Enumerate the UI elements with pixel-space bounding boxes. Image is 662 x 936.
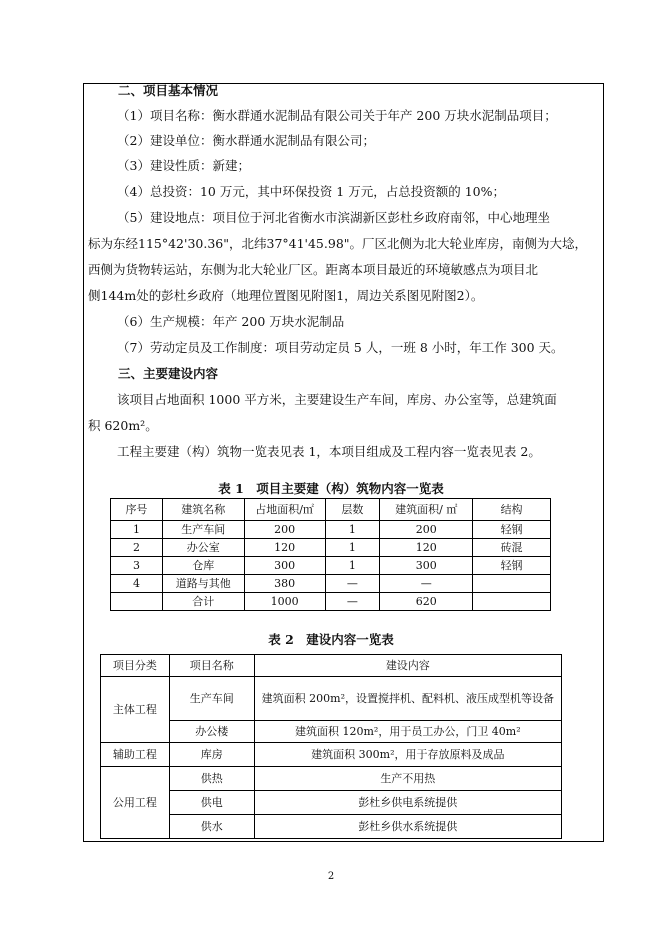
category-cell: 辅助工程: [101, 743, 170, 767]
table-cell: 道路与其他: [162, 575, 244, 593]
table-cell: [473, 593, 551, 611]
section3-para1-line2: 积 620m²。: [88, 418, 158, 433]
name-cell: 供电: [169, 791, 254, 815]
item-investment: （4）总投资：10 万元，其中环保投资 1 万元，占总投资额的 10%；: [117, 184, 505, 199]
table1-caption: 表 1 项目主要建（构）筑物内容一览表: [218, 481, 444, 496]
table1-header-cell: 序号: [111, 499, 163, 521]
table-row: [101, 743, 562, 767]
table1-header-cell: 建筑名称: [162, 499, 244, 521]
item-location-line2: 标为东经115°42'30.36"，北纬37°41'45.98"。厂区北侧为北大轮业库房，南侧为大埝，: [88, 236, 588, 251]
table-cell: 1: [325, 539, 380, 557]
table-cell: 合计: [162, 593, 244, 611]
table-cell: 1: [111, 521, 163, 539]
name-cell: 生产车间: [169, 677, 254, 721]
table1-header-cell: 结构: [473, 499, 551, 521]
item-builder: （2）建设单位：衡水群通水泥制品有限公司；: [117, 133, 375, 148]
table-cell: —: [325, 575, 380, 593]
table-cell: 120: [244, 539, 325, 557]
item-staffing: （7）劳动定员及工作制度：项目劳动定员 5 人，一班 8 小时，年工作 300 天。: [117, 340, 564, 355]
content-cell: 建筑面积 300m²，用于存放原料及成品: [254, 743, 561, 767]
table-cell: 2: [111, 539, 163, 557]
table-cell: —: [325, 593, 380, 611]
content-cell: 彭杜乡供水系统提供: [254, 815, 561, 839]
table1-header-cell: 建筑面积/ ㎡: [380, 499, 473, 521]
name-cell: 办公楼: [169, 721, 254, 743]
table-cell: 1: [325, 557, 380, 575]
item-scale: （6）生产规模：年产 200 万块水泥制品: [117, 314, 345, 329]
table-cell: 4: [111, 575, 163, 593]
table-row: [111, 539, 551, 557]
table2-caption: 表 2 建设内容一览表: [268, 632, 394, 647]
category-cell: 主体工程: [101, 677, 170, 743]
table-row: [111, 575, 551, 593]
table-cell: 3: [111, 557, 163, 575]
name-cell: 供热: [169, 767, 254, 791]
table-cell: —: [380, 575, 473, 593]
table-cell: 300: [380, 557, 473, 575]
table2: [100, 654, 562, 839]
table-cell: 620: [380, 593, 473, 611]
table-cell: 380: [244, 575, 325, 593]
table-cell: 1000: [244, 593, 325, 611]
content-cell: 生产不用热: [254, 767, 561, 791]
table1-header-cell: 层数: [325, 499, 380, 521]
table-cell: 仓库: [162, 557, 244, 575]
table-cell: 200: [380, 521, 473, 539]
table-row: [101, 721, 562, 743]
table-cell: [473, 575, 551, 593]
name-cell: 供水: [169, 815, 254, 839]
table2-header-row: [101, 655, 562, 677]
content-cell: 建筑面积 200m²，设置搅拌机、配料机、液压成型机等设备: [254, 677, 561, 721]
table-cell: 生产车间: [162, 521, 244, 539]
item-location-line4: 侧144m处的彭杜乡政府（地理位置图见附图1，周边关系图见附图2）。: [88, 288, 484, 303]
category-cell: 公用工程: [101, 767, 170, 839]
section3-para1-line1: 该项目占地面积 1000 平方米，主要建设生产车间，库房、办公室等，总建筑面: [117, 392, 557, 407]
table-row: [101, 767, 562, 791]
item-location-line1: （5）建设地点：项目位于河北省衡水市滨湖新区彭杜乡政府南邻，中心地理坐: [117, 210, 550, 225]
table-cell: 200: [244, 521, 325, 539]
section3-heading: 三、主要建设内容: [118, 366, 219, 381]
table-row: [111, 521, 551, 539]
table1-header-row: [111, 499, 551, 521]
table-cell: 1: [325, 521, 380, 539]
table2-header-cell: 建设内容: [254, 655, 561, 677]
table2-header-cell: 项目名称: [169, 655, 254, 677]
table-cell: 砖混: [473, 539, 551, 557]
section3-para2: 工程主要建（构）筑物一览表见表 1，本项目组成及工程内容一览表见表 2。: [117, 444, 541, 459]
table1: [110, 498, 551, 611]
table2-header-cell: 项目分类: [101, 655, 170, 677]
table-total-row: [111, 593, 551, 611]
table-row: [101, 677, 562, 721]
name-cell: 库房: [169, 743, 254, 767]
section2-heading: 二、项目基本情况: [118, 83, 219, 98]
table-row: [101, 815, 562, 839]
table-row: [101, 791, 562, 815]
table-cell: 120: [380, 539, 473, 557]
item-project-name: （1）项目名称：衡水群通水泥制品有限公司关于年产 200 万块水泥制品项目；: [117, 108, 557, 123]
table-cell: 轻钢: [473, 521, 551, 539]
table-cell: 办公室: [162, 539, 244, 557]
table1-header-cell: 占地面积/㎡: [244, 499, 325, 521]
table-cell: [111, 593, 163, 611]
item-nature: （3）建设性质：新建；: [117, 158, 250, 173]
content-cell: 建筑面积 120m²，用于员工办公，门卫 40m²: [254, 721, 561, 743]
page-number: 2: [327, 871, 335, 882]
table-cell: 轻钢: [473, 557, 551, 575]
table-row: [111, 557, 551, 575]
table-cell: 300: [244, 557, 325, 575]
item-location-line3: 西侧为货物转运站，东侧为北大轮业厂区。距离本项目最近的环境敏感点为项目北: [88, 262, 539, 277]
content-cell: 彭杜乡供电系统提供: [254, 791, 561, 815]
